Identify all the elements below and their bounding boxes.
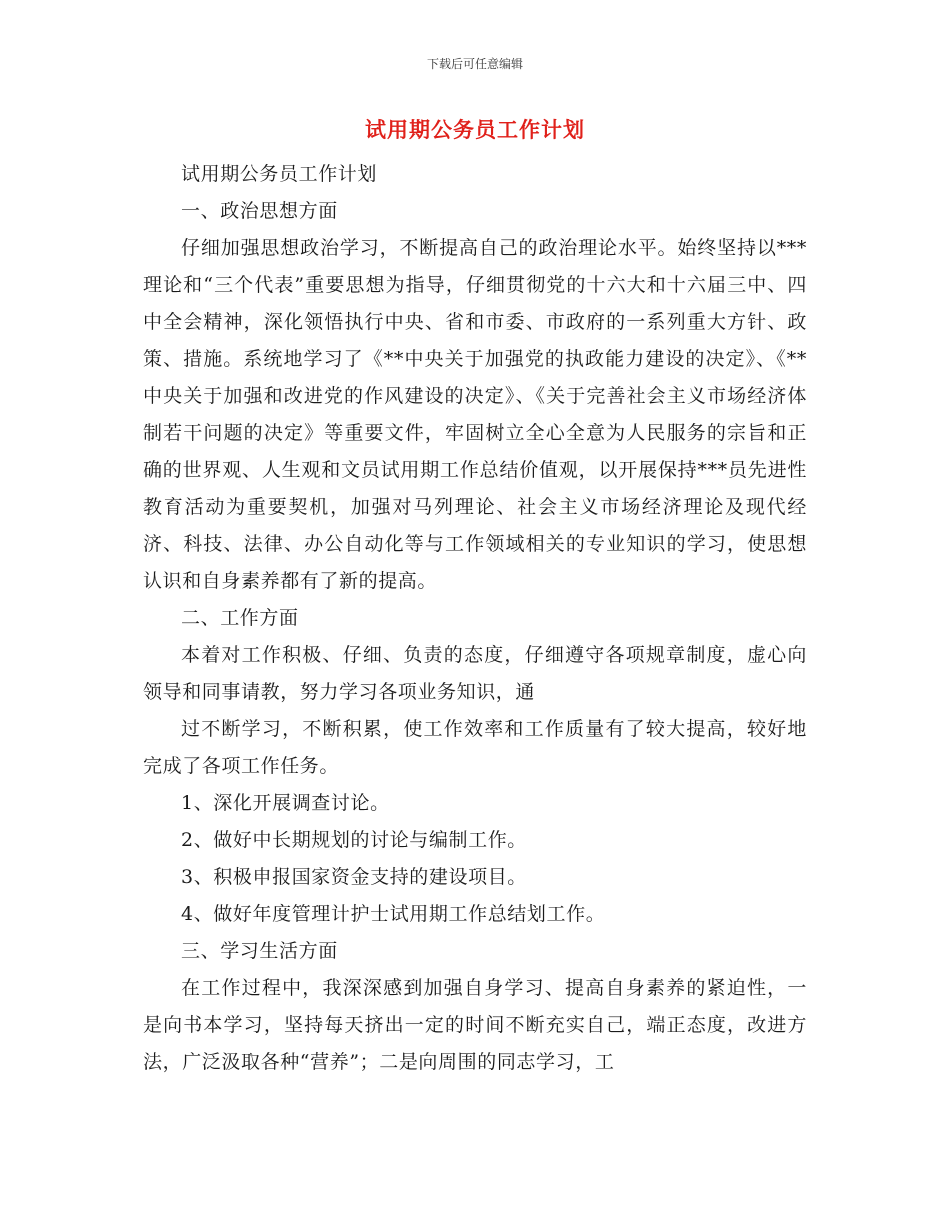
paragraph-work-1: 本着对工作积极、仔细、负责的态度，仔细遵守各项规章制度，虚心向领导和同事请教，努力学习各项业务知识，通 <box>143 644 807 703</box>
document-title: 试用期公务员工作计划 <box>365 118 585 142</box>
header-note: 下载后可任意编辑 <box>426 57 523 71</box>
section-heading-study: 三、学习生活方面 <box>181 940 338 962</box>
paragraph-subtitle: 试用期公务员工作计划 <box>181 163 378 185</box>
list-item: 2、做好中长期规划的讨论与编制工作。 <box>181 829 527 851</box>
list-item: 1、深化开展调查讨论。 <box>181 792 390 814</box>
paragraph-study: 在工作过程中，我深深感到加强自身学习、提高自身素养的紧迫性，一是向书本学习，坚持每天挤出一定的时间不断充实自己，端正态度，改进方法，广泛汲取各种“营养”；二是向周围的同志学习，工 <box>143 977 807 1073</box>
paragraph-work-2: 过不断学习，不断积累，使工作效率和工作质量有了较大提高，较好地完成了各项工作任务。 <box>143 718 807 777</box>
section-heading-politics: 一、政治思想方面 <box>181 200 338 222</box>
list-item: 3、积极申报国家资金支持的建设项目。 <box>181 866 527 888</box>
document-body <box>143 156 807 1081</box>
paragraph-politics: 仔细加强思想政治学习，不断提高自己的政治理论水平。始终坚持以***理论和“三个代表”重要思想为指导，仔细贯彻党的十六大和十六届三中、四中全会精神，深化领悟执行中央、省和市委、市政府的一系列重大方针、政策、措施。系统地学习了《**中央关于加强党的执政能力建设的决定》、《**中央关于加强和改进党的作风建设的决定》、《关于完善社会主义市场经济体制若干问题的决定》等重要文件，牢固树立全心全意为人民服务的宗旨和正确的世界观、人生观和文员试用期工作总结价值观，以开展保持***员先进性教育活动为重要契机，加强对马列理论、社会主义市场经济理论及现代经济、科技、法律、办公自动化等与工作领域相关的专业知识的学习，使思想认识和自身素养都有了新的提高。 <box>143 237 807 592</box>
section-heading-work: 二、工作方面 <box>181 607 299 629</box>
list-item: 4、做好年度管理计护士试用期工作总结划工作。 <box>181 903 606 925</box>
